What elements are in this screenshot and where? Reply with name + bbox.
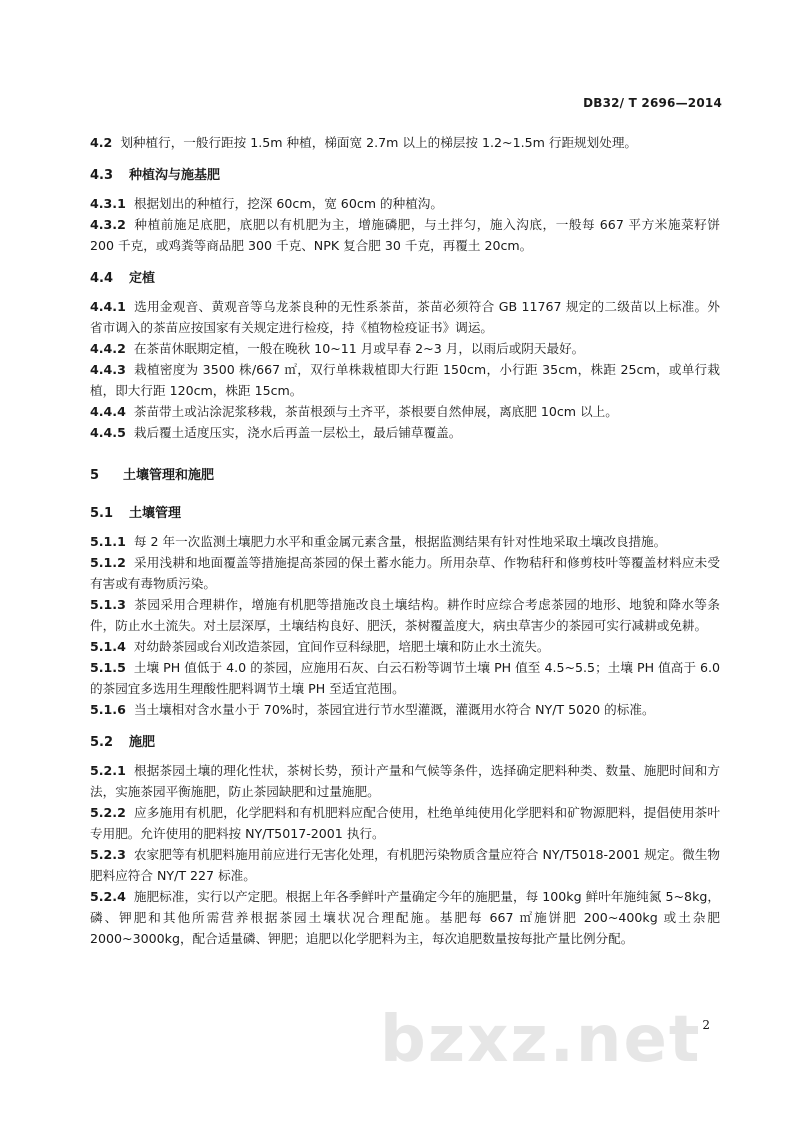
- clause-text: 种植前施足底肥，底肥以有机肥为主，增施磷肥，与土拌匀，施入沟底，一般每 667 平方米施菜籽饼 200 千克，或鸡粪等商品肥 300 千克、NPK 复合肥 30 千克，再覆土 20cm。: [90, 217, 720, 253]
- clause-text: 选用金观音、黄观音等乌龙茶良种的无性系茶苗，茶苗必须符合 GB 11767 规定的二级苗以上标准。外省市调入的茶苗应按国家有关规定进行检疫，持《植物检疫证书》调运。: [90, 299, 720, 335]
- clause-number: 5.1.3: [90, 597, 126, 612]
- clause-number: 5.2.1: [90, 763, 126, 778]
- heading-number: 5.1: [90, 506, 114, 521]
- clause-text: 对幼龄茶园或台刈改造茶园，宜间作豆科绿肥，培肥土壤和防止水土流失。: [133, 639, 550, 654]
- clause-text: 土壤 PH 值低于 4.0 的茶园，应施用石灰、白云石粉等调节土壤 PH 值至 4.5~5.5；土壤 PH 值高于 6.0 的茶园宜多选用生理酸性肥料调节土壤 PH 至适宜范围。: [90, 660, 720, 696]
- heading-text: 施肥: [129, 735, 156, 750]
- clause-5-2-2: [90, 802, 720, 844]
- clause-text: 茶园采用合理耕作，增施有机肥等措施改良土壤结构。耕作时应综合考虑茶园的地形、地貌和降水等条件，防止水土流失。对土层深厚，土壤结构良好、肥沃，茶树覆盖度大，病虫草害少的茶园可实行减耕或免耕。: [90, 597, 720, 633]
- clause-5-1-6: [90, 699, 720, 720]
- clause-number: 4.4.1: [90, 299, 126, 314]
- clause-text: 栽后覆土适度压实，浇水后再盖一层松土，最后铺草覆盖。: [133, 425, 462, 440]
- clause-4-4-1: [90, 296, 720, 338]
- clause-number: 4.2: [90, 135, 113, 150]
- clause-4-3-1: [90, 193, 720, 214]
- watermark: bzxz.net: [380, 1003, 702, 1077]
- clause-number: 4.4.5: [90, 425, 126, 440]
- heading-text: 定植: [129, 271, 156, 286]
- clause-number: 5.1.5: [90, 660, 126, 675]
- clause-4-4-2: [90, 338, 720, 359]
- clause-5-2-4: [90, 886, 720, 949]
- clause-text: 施肥标准，实行以产定肥。根据上年各季鲜叶产量确定今年的施肥量，每 100kg 鲜叶年施纯氮 5~8kg，磷、钾肥和其他所需营养根据茶园土壤状况合理配施。基肥每 667 ㎡施饼肥 200~400kg 或土杂肥 2000~3000kg，配合适量磷、钾肥；追肥以化学肥料为主，每次追肥数量按每批产量比例分配。: [90, 889, 720, 946]
- clause-number: 5.2.3: [90, 847, 126, 862]
- document-body: [90, 132, 720, 949]
- clause-text: 划种植行，一般行距按 1.5m 种植，梯面宽 2.7m 以上的梯层按 1.2~1.5m 行距规划处理。: [120, 135, 638, 150]
- clause-text: 当土壤相对含水量小于 70%时，茶园宜进行节水型灌溉，灌溉用水符合 NY/T 5020 的标准。: [133, 702, 655, 717]
- clause-number: 4.4.3: [90, 362, 126, 377]
- clause-text: 根据茶园土壤的理化性状，茶树长势，预计产量和气候等条件，选择确定肥料种类、数量、施肥时间和方法，实施茶园平衡施肥，防止茶园缺肥和过量施肥。: [90, 763, 720, 799]
- clause-5-1-3: [90, 594, 720, 636]
- heading-4-3: [90, 165, 720, 186]
- heading-number: 5.2: [90, 735, 114, 750]
- heading-number: 5: [90, 468, 100, 483]
- clause-5-1-1: [90, 531, 720, 552]
- heading-4-4: [90, 268, 720, 289]
- clause-number: 4.4.4: [90, 404, 126, 419]
- clause-4-2: [90, 132, 720, 153]
- clause-5-2-1: [90, 760, 720, 802]
- clause-5-1-2: [90, 552, 720, 594]
- clause-number: 5.2.4: [90, 889, 126, 904]
- clause-text: 农家肥等有机肥料施用前应进行无害化处理，有机肥污染物质含量应符合 NY/T5018-2001 规定。微生物肥料应符合 NY/T 227 标准。: [90, 847, 720, 883]
- heading-number: 4.3: [90, 168, 114, 183]
- clause-number: 5.1.4: [90, 639, 126, 654]
- heading-text: 土壤管理和施肥: [123, 468, 215, 483]
- clause-5-1-4: [90, 636, 720, 657]
- clause-5-2-3: [90, 844, 720, 886]
- clause-text: 采用浅耕和地面覆盖等措施提高茶园的保土蓄水能力。所用杂草、作物秸秆和修剪枝叶等覆盖材料应未受有害或有毒物质污染。: [90, 555, 720, 591]
- heading-5-2: [90, 732, 720, 753]
- clause-4-4-4: [90, 401, 720, 422]
- clause-5-1-5: [90, 657, 720, 699]
- clause-text: 应多施用有机肥，化学肥料和有机肥料应配合使用，杜绝单纯使用化学肥料和矿物源肥料，提倡使用茶叶专用肥。允许使用的肥料按 NY/T5017-2001 执行。: [90, 805, 720, 841]
- heading-number: 4.4: [90, 271, 114, 286]
- clause-text: 栽植密度为 3500 株/667 ㎡，双行单株栽植即大行距 150cm，小行距 35cm，株距 25cm，或单行栽植，即大行距 120cm，株距 15cm。: [90, 362, 720, 398]
- heading-5: [90, 465, 720, 486]
- clause-text: 茶苗带土或沾涂泥浆移栽，茶苗根颈与土齐平，茶根要自然伸展，离底肥 10cm 以上。: [133, 404, 618, 419]
- heading-text: 土壤管理: [129, 506, 182, 521]
- clause-number: 4.3.1: [90, 196, 126, 211]
- clause-number: 5.1.2: [90, 555, 126, 570]
- clause-4-3-2: [90, 214, 720, 256]
- clause-text: 根据划出的种植行，挖深 60cm，宽 60cm 的种植沟。: [133, 196, 443, 211]
- heading-text: 种植沟与施基肥: [129, 168, 221, 183]
- clause-text: 每 2 年一次监测土壤肥力水平和重金属元素含量，根据监测结果有针对性地采取土壤改良措施。: [133, 534, 667, 549]
- clause-number: 4.3.2: [90, 217, 126, 232]
- clause-4-4-3: [90, 359, 720, 401]
- clause-4-4-5: [90, 422, 720, 443]
- standard-code: DB32/ T 2696—2014: [583, 96, 722, 110]
- clause-number: 5.1.6: [90, 702, 126, 717]
- clause-text: 在茶苗休眠期定植，一般在晚秋 10~11 月或早春 2~3 月，以雨后或阴天最好。: [133, 341, 585, 356]
- clause-number: 5.1.1: [90, 534, 126, 549]
- clause-number: 5.2.2: [90, 805, 126, 820]
- clause-number: 4.4.2: [90, 341, 126, 356]
- heading-5-1: [90, 503, 720, 524]
- page-number: 2: [702, 1018, 710, 1032]
